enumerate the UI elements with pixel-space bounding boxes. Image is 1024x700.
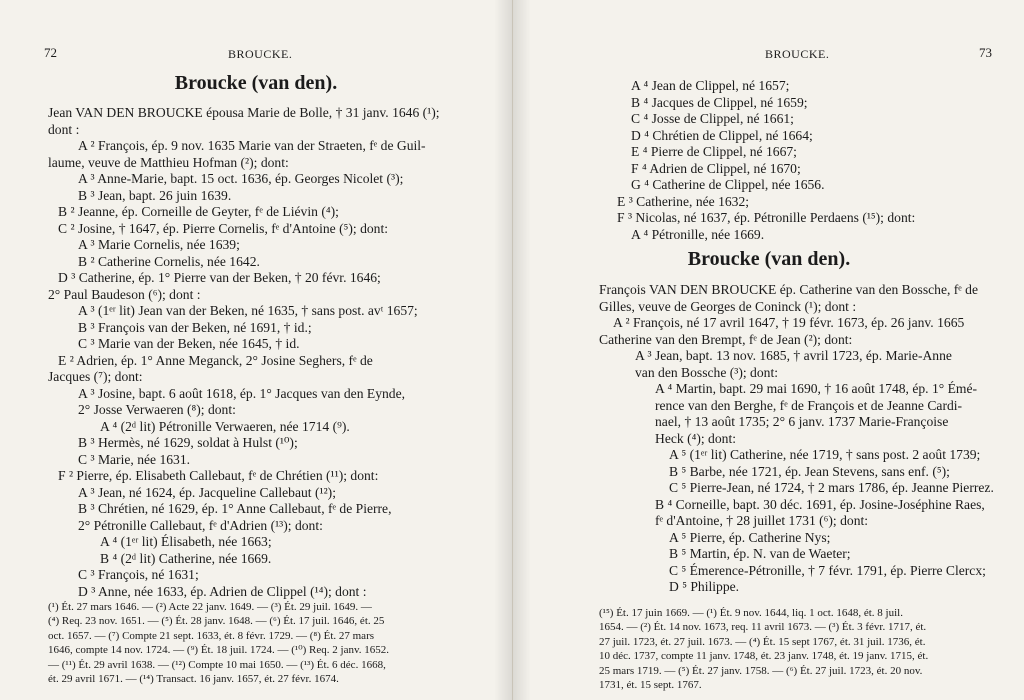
text-line: laume, veuve de Matthieu Hofman (²); dont: bbox=[48, 154, 289, 170]
text-line: C ³ François, né 1631; bbox=[78, 567, 199, 582]
text-line: B ³ Chrétien, né 1629, ép. 1° Anne Callebaut, fᵉ de Pierre, bbox=[78, 501, 392, 516]
text-line: C ⁵ Pierre-Jean, né 1724, † 2 mars 1786, ép. Jeanne Pierrez. bbox=[669, 480, 994, 495]
text-line: G ⁴ Catherine de Clippel, née 1656. bbox=[631, 177, 825, 192]
text-line: B ² Jeanne, ép. Corneille de Geyter, fᵉ de Liévin (⁴); bbox=[58, 204, 339, 219]
text-line: C ³ Marie van der Beken, née 1645, † id. bbox=[78, 336, 300, 351]
text-line: nael, † 13 août 1735; 2° 6 janv. 1737 Marie-Françoise bbox=[655, 414, 949, 429]
right-running-head: BROUCKE. bbox=[765, 47, 830, 61]
text-line: D ⁴ Chrétien de Clippel, né 1664; bbox=[631, 127, 813, 143]
footnote-line: (¹⁵) Ét. 17 juin 1669. — (¹) Ét. 9 nov. 1644, liq. 1 oct. 1648, ét. 8 juil. bbox=[599, 607, 903, 619]
text-line: B ⁵ Martin, ép. N. van de Waeter; bbox=[669, 546, 851, 561]
text-line: D ³ Catherine, ép. 1° Pierre van der Beken, † 20 févr. 1646; bbox=[58, 270, 381, 285]
text-line: C ⁴ Josse de Clippel, né 1661; bbox=[631, 111, 794, 126]
text-line: van den Bossche (³); dont: bbox=[635, 364, 779, 380]
text-line: B ³ François van der Beken, né 1691, † id.; bbox=[78, 319, 312, 335]
footnote-line: — (¹¹) Ét. 29 avril 1638. — (¹²) Compte 10 mai 1650. — (¹³) Ét. 6 déc. 1668, bbox=[48, 658, 386, 671]
text-line: A ⁴ (1ᵉʳ lit) Élisabeth, née 1663; bbox=[100, 534, 272, 549]
text-line: A ³ Jean, bapt. 13 nov. 1685, † avril 1723, ép. Marie-Anne bbox=[635, 348, 952, 363]
text-line: A ³ Marie Cornelis, née 1639; bbox=[78, 237, 240, 252]
right-gutter-shadow bbox=[513, 0, 531, 700]
text-line: Catherine van den Brempt, fᵉ de Jean (²); dont: bbox=[599, 331, 853, 347]
text-line: C ³ Marie, née 1631. bbox=[78, 451, 191, 467]
text-line: fᵉ d'Antoine, † 28 juillet 1731 (⁶); dont: bbox=[655, 513, 869, 528]
footnote-line: 27 juil. 1723, ét. 27 juil. 1673. — (⁴) Ét. 15 sept 1767, ét. 31 juil. 1736, ét. bbox=[599, 635, 926, 648]
right-genealogy-text bbox=[599, 282, 994, 596]
text-line: A ⁴ Jean de Clippel, né 1657; bbox=[631, 78, 790, 93]
text-line: Jean VAN DEN BROUCKE épousa Marie de Bolle, † 31 janv. 1646 (¹); bbox=[48, 105, 440, 120]
text-line: A ⁴ Martin, bapt. 29 mai 1690, † 16 août 1748, ép. 1° Émé- bbox=[655, 381, 978, 396]
text-line: B ⁴ Corneille, bapt. 30 déc. 1691, ép. Josine-Joséphine Raes, bbox=[655, 496, 985, 512]
text-line: F ² Pierre, ép. Elisabeth Callebaut, fᵉ de Chrétien (¹¹); dont: bbox=[58, 468, 379, 483]
footnote-line: 1731, ét. 15 sept. 1767. bbox=[599, 679, 702, 692]
footnote-line: (¹) Ét. 27 mars 1646. — (²) Acte 22 janv. 1649. — (³) Ét. 29 juil. 1649. — bbox=[48, 601, 372, 613]
left-running-head: BROUCKE. bbox=[228, 47, 293, 61]
text-line: B ⁴ (2ᵈ lit) Catherine, née 1669. bbox=[100, 550, 272, 566]
text-line: E ³ Catherine, née 1632; bbox=[617, 193, 750, 209]
text-line: A ³ (1ᵉʳ lit) Jean van der Beken, né 1635, † sans post. avᵗ 1657; bbox=[78, 303, 418, 318]
text-line: 2° Josse Verwaeren (⁸); dont: bbox=[78, 402, 236, 417]
text-line: Gilles, veuve de Georges de Coninck (¹); dont : bbox=[599, 298, 857, 314]
text-line: 2° Pétronille Callebaut, fᵉ d'Adrien (¹³); dont: bbox=[78, 517, 323, 533]
text-line: B ³ Hermès, né 1629, soldat à Hulst (¹⁰); bbox=[78, 435, 298, 450]
text-line: D ⁵ Philippe. bbox=[669, 579, 740, 594]
text-line: François VAN DEN BROUCKE ép. Catherine van den Bossche, fᵉ de bbox=[599, 282, 979, 297]
text-line: E ² Adrien, ép. 1° Anne Meganck, 2° Josine Seghers, fᵉ de bbox=[58, 352, 373, 368]
text-line: Jacques (⁷); dont: bbox=[48, 369, 143, 384]
text-line: B ⁵ Barbe, née 1721, ép. Jean Stevens, sans enf. (⁵); bbox=[669, 463, 950, 479]
left-footnotes bbox=[48, 600, 389, 686]
footnote-line: (⁴) Req. 23 nov. 1651. — (⁵) Ét. 28 janv. 1648. — (⁶) Ét. 17 juil. 1646, ét. 25 bbox=[48, 615, 385, 628]
text-line: dont : bbox=[48, 121, 80, 137]
text-line: F ³ Nicolas, né 1637, ép. Pétronille Perdaens (¹⁵); dont: bbox=[617, 210, 916, 225]
text-line: A ⁵ Pierre, ép. Catherine Nys; bbox=[669, 529, 831, 545]
text-line: B ³ Jean, bapt. 26 juin 1639. bbox=[78, 187, 232, 203]
text-line: A ⁵ (1ᵉʳ lit) Catherine, née 1719, † sans post. 2 août 1739; bbox=[669, 447, 981, 462]
footnote-line: oct. 1657. — (⁷) Compte 21 sept. 1633, ét. 8 févr. 1729. — (⁸) Ét. 27 mars bbox=[48, 629, 375, 642]
text-line: A ⁴ Pétronille, née 1669. bbox=[631, 226, 765, 242]
text-line: C ⁵ Émerence-Pétronille, † 7 févr. 1791, ép. Pierre Clercx; bbox=[669, 562, 986, 578]
footnote-line: 10 déc. 1737, compte 11 janv. 1748, ét. 23 janv. 1748, ét. 19 janv. 1715, ét. bbox=[599, 650, 929, 663]
footnote-line: 25 mars 1719. — (⁵) Ét. 27 janv. 1758. — (⁶) Ét. 27 juil. 1723, ét. 20 nov. bbox=[599, 664, 923, 677]
right-page-number: 73 bbox=[979, 45, 992, 60]
text-line: A ³ Jean, né 1624, ép. Jacqueline Callebaut (¹²); bbox=[78, 484, 336, 500]
text-line: Heck (⁴); dont: bbox=[655, 430, 736, 446]
left-genealogy-text bbox=[48, 105, 440, 600]
text-line: F ⁴ Adrien de Clippel, né 1670; bbox=[631, 160, 801, 176]
text-line: rence van den Berghe, fᵉ de François et de Jeanne Cardi- bbox=[655, 397, 963, 413]
footnote-line: ét. 29 avril 1671. — (¹⁴) Transact. 16 janv. 1657, ét. 27 févr. 1674. bbox=[48, 673, 339, 686]
text-line: B ² Catherine Cornelis, née 1642. bbox=[78, 253, 260, 269]
left-gutter-shadow bbox=[494, 0, 512, 700]
right-footnotes bbox=[599, 606, 928, 692]
right-continuation-text bbox=[617, 78, 916, 243]
text-line: E ⁴ Pierre de Clippel, né 1667; bbox=[631, 144, 797, 159]
left-page-number: 72 bbox=[44, 45, 57, 60]
text-line: A ³ Anne-Marie, bapt. 15 oct. 1636, ép. Georges Nicolet (³); bbox=[78, 171, 404, 186]
text-line: A ² François, ép. 9 nov. 1635 Marie van der Straeten, fᵉ de Guil- bbox=[78, 138, 426, 153]
text-line: 2° Paul Baudeson (⁶); dont : bbox=[48, 286, 201, 302]
text-line: C ² Josine, † 1647, ép. Pierre Cornelis, fᵉ d'Antoine (⁵); dont: bbox=[58, 220, 389, 236]
footnote-line: 1646, compte 14 nov. 1724. — (⁹) Ét. 18 juil. 1724. — (¹⁰) Req. 2 janv. 1652. bbox=[48, 644, 389, 657]
right-section-title: Broucke (van den). bbox=[687, 248, 851, 270]
text-line: D ³ Anne, née 1633, ép. Adrien de Clippel (¹⁴); dont : bbox=[78, 583, 367, 599]
text-line: A ² François, né 17 avril 1647, † 19 févr. 1673, ép. 26 janv. 1665 bbox=[613, 315, 965, 330]
text-line: A ³ Josine, bapt. 6 août 1618, ép. 1° Jacques van den Eynde, bbox=[78, 385, 406, 401]
left-section-title: Broucke (van den). bbox=[174, 72, 338, 94]
right-page bbox=[512, 0, 1024, 700]
footnote-line: 1654. — (²) Ét. 14 nov. 1673, req. 11 avril 1673. — (³) Ét. 3 févr. 1717, ét. bbox=[599, 621, 927, 634]
text-line: A ⁴ (2ᵈ lit) Pétronille Verwaeren, née 1714 (⁹). bbox=[100, 418, 350, 434]
text-line: B ⁴ Jacques de Clippel, né 1659; bbox=[631, 94, 808, 110]
